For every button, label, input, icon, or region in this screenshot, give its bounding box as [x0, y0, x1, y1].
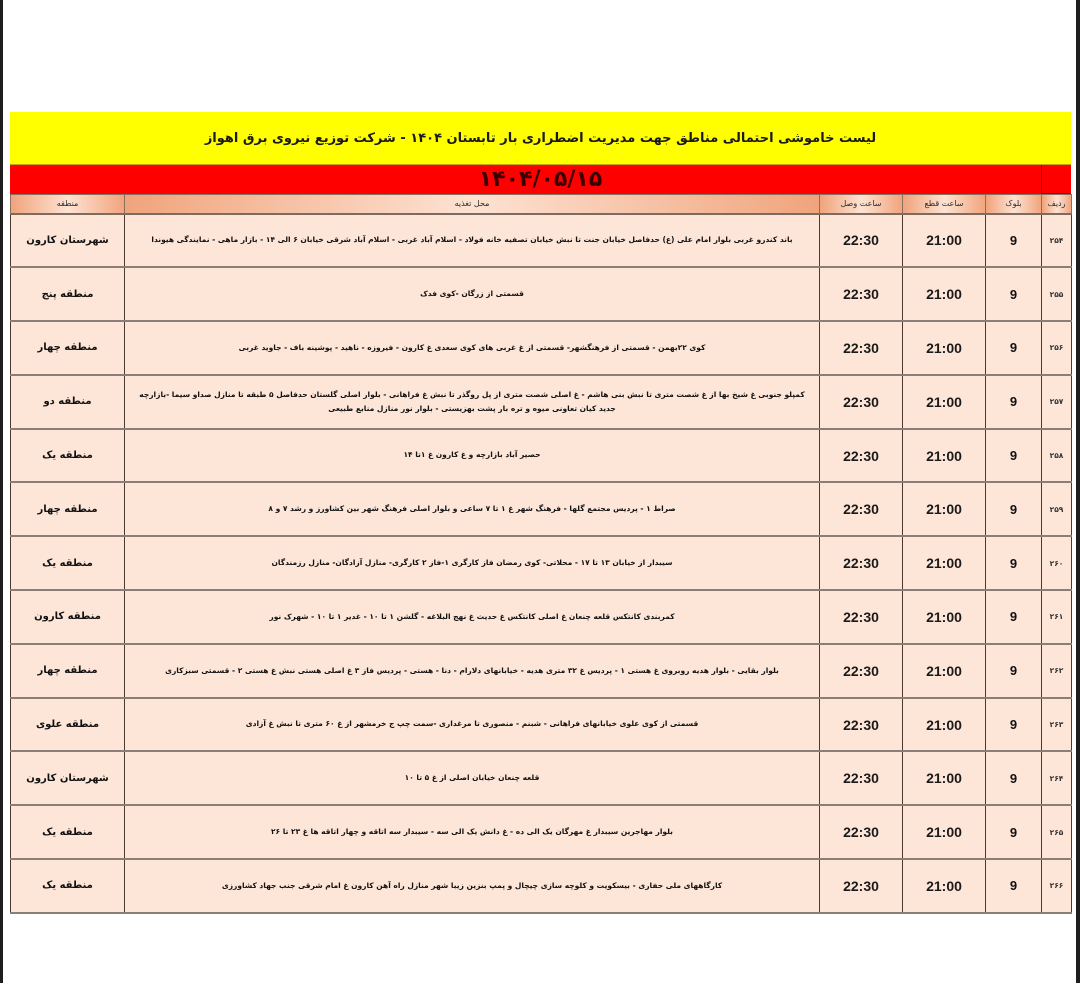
off-time-cell: 21:00 — [903, 644, 986, 698]
off-time-cell: 21:00 — [903, 321, 986, 375]
on-time-cell: 22:30 — [820, 751, 903, 805]
block-cell: 9 — [986, 751, 1042, 805]
on-time-cell: 22:30 — [820, 482, 903, 536]
off-time-cell: 21:00 — [903, 590, 986, 644]
header-region: منطقه — [11, 195, 125, 214]
block-cell: 9 — [986, 590, 1042, 644]
region-cell: منطقه یک — [11, 805, 125, 859]
row-number-cell: ۲۶۰ — [1042, 536, 1072, 590]
table-row — [11, 321, 1072, 375]
block-cell: 9 — [986, 375, 1042, 429]
on-time-cell: 22:30 — [820, 698, 903, 752]
on-time-cell: 22:30 — [820, 429, 903, 483]
table-row — [11, 805, 1072, 859]
date-bar-corner-cell — [1041, 165, 1071, 194]
date-bar — [10, 165, 1071, 194]
location-cell: بلوار مهاجرین سیبدار غ مهرگان یک الی ده - غ دانش یک الی سه - سیبدار سه اتاقه و چهار اتاقه ها غ ۲۳ تا ۲۶ — [125, 805, 820, 859]
header-row-number: ردیف — [1042, 195, 1072, 214]
location-cell: سیبدار از خیابان ۱۳ تا ۱۷ - محلاتی- کوی رمضان فاز کارگری ۱-فاز ۲ کارگری- منازل آزادگان- منازل رزمندگان — [125, 536, 820, 590]
off-time-cell: 21:00 — [903, 859, 986, 913]
region-cell: منطقه پنج — [11, 267, 125, 321]
row-number-cell: ۲۵۴ — [1042, 214, 1072, 268]
table-row — [11, 214, 1072, 268]
block-cell: 9 — [986, 429, 1042, 483]
location-cell: حصیر آباد بازارچه و غ کارون غ ۱تا ۱۴ — [125, 429, 820, 483]
row-number-cell: ۲۵۶ — [1042, 321, 1072, 375]
on-time-cell: 22:30 — [820, 859, 903, 913]
row-number-cell: ۲۵۸ — [1042, 429, 1072, 483]
header-location: محل تغذیه — [125, 195, 820, 214]
off-time-cell: 21:00 — [903, 751, 986, 805]
row-number-cell: ۲۶۱ — [1042, 590, 1072, 644]
on-time-cell: 22:30 — [820, 321, 903, 375]
outage-table — [10, 194, 1072, 914]
on-time-cell: 22:30 — [820, 214, 903, 268]
off-time-cell: 21:00 — [903, 698, 986, 752]
title-bar — [10, 112, 1071, 165]
off-time-cell: 21:00 — [903, 267, 986, 321]
region-cell: منطقه علوی — [11, 698, 125, 752]
on-time-cell: 22:30 — [820, 375, 903, 429]
off-time-cell: 21:00 — [903, 536, 986, 590]
region-cell: منطقه چهار — [11, 482, 125, 536]
table-row — [11, 536, 1072, 590]
table-row — [11, 267, 1072, 321]
region-cell: منطقه کارون — [11, 590, 125, 644]
table-row — [11, 375, 1072, 429]
row-number-cell: ۲۵۷ — [1042, 375, 1072, 429]
row-number-cell: ۲۵۹ — [1042, 482, 1072, 536]
location-cell: قسمتی از زرگان -کوی فدک — [125, 267, 820, 321]
on-time-cell: 22:30 — [820, 805, 903, 859]
table-row — [11, 644, 1072, 698]
location-cell: قلعه چنعان خیابان اصلی از غ ۵ تا ۱۰ — [125, 751, 820, 805]
row-number-cell: ۲۵۵ — [1042, 267, 1072, 321]
row-number-cell: ۲۶۵ — [1042, 805, 1072, 859]
block-cell: 9 — [986, 536, 1042, 590]
location-cell: باند کندرو غربی بلوار امام علی (ع) حدفاصل خیابان جنت تا نبش خیابان تصفیه خانه فولاد - اسلام آباد غربی - اسلام آباد شرقی خیابان ۶ الی ۱۴ - بازار ماهی - نمایندگی هیوندا — [125, 214, 820, 268]
location-cell: کمربندی کانتکس قلعه چنعان غ اصلی کانتکس غ حدیث غ نهج البلاغه - گلشن ۱ تا ۱۰ - غدیر ۱ تا ۱۰ - شهرک نور — [125, 590, 820, 644]
location-cell: صراط ۱ - پردیس مجتمع گلها - فرهنگ شهر غ ۱ تا ۷ ساعی و بلوار اصلی فرهنگ شهر بین کشاورز و رشد ۷ و ۸ — [125, 482, 820, 536]
location-cell: کمپلو جنوبی غ شیخ بها از غ شصت متری تا نبش بنی هاشم - غ اصلی شصت متری از پل روگذر تا نبش غ فراهانی - بلوار اصلی گلستان حدفاصل ۵ طبقه تا منازل صداو سیما -بازارچه جدید کیان تعاونی میوه و تره بار پشت بهزیستی - بلوار نور منازل منابع طبیعی — [125, 375, 820, 429]
off-time-cell: 21:00 — [903, 429, 986, 483]
header-on-time: ساعت وصل — [820, 195, 903, 214]
header-off-time: ساعت قطع — [903, 195, 986, 214]
region-cell: منطقه چهار — [11, 644, 125, 698]
location-cell: کارگاههای ملی حفاری - بیسکویت و کلوچه سازی چیچال و پمپ بنزین زیبا شهر منازل راه آهن کارون غ امام شرقی جنب جهاد کشاورزی — [125, 859, 820, 913]
table-row — [11, 590, 1072, 644]
block-cell: 9 — [986, 859, 1042, 913]
right-frame-edge — [1076, 0, 1080, 983]
table-row — [11, 482, 1072, 536]
region-cell: منطقه یک — [11, 536, 125, 590]
off-time-cell: 21:00 — [903, 214, 986, 268]
row-number-cell: ۲۶۴ — [1042, 751, 1072, 805]
region-cell: منطقه چهار — [11, 321, 125, 375]
table-row — [11, 429, 1072, 483]
on-time-cell: 22:30 — [820, 644, 903, 698]
off-time-cell: 21:00 — [903, 482, 986, 536]
region-cell: منطقه دو — [11, 375, 125, 429]
region-cell: شهرستان کارون — [11, 751, 125, 805]
off-time-cell: 21:00 — [903, 375, 986, 429]
on-time-cell: 22:30 — [820, 590, 903, 644]
document-title: لیست خاموشی احتمالی مناطق جهت مدیریت اضطراری بار تابستان ۱۴۰۴ - شرکت توزیع نیروی برق اهواز — [204, 130, 877, 146]
on-time-cell: 22:30 — [820, 267, 903, 321]
off-time-cell: 21:00 — [903, 805, 986, 859]
row-number-cell: ۲۶۲ — [1042, 644, 1072, 698]
table-header-row — [11, 195, 1072, 214]
block-cell: 9 — [986, 214, 1042, 268]
row-number-cell: ۲۶۶ — [1042, 859, 1072, 913]
left-frame-edge — [0, 0, 3, 983]
row-number-cell: ۲۶۳ — [1042, 698, 1072, 752]
outage-schedule-sheet — [10, 112, 1071, 914]
region-cell: منطقه یک — [11, 859, 125, 913]
schedule-date: ۱۴۰۴/۰۵/۱۵ — [478, 167, 603, 192]
block-cell: 9 — [986, 698, 1042, 752]
block-cell: 9 — [986, 267, 1042, 321]
block-cell: 9 — [986, 805, 1042, 859]
on-time-cell: 22:30 — [820, 536, 903, 590]
block-cell: 9 — [986, 321, 1042, 375]
table-row — [11, 751, 1072, 805]
table-row — [11, 859, 1072, 913]
block-cell: 9 — [986, 482, 1042, 536]
location-cell: قسمتی از کوی علوی خیابانهای فراهانی - شبنم - منصوری تا مرغداری -سمت چپ ج خرمشهر از غ ۶۰ متری تا نبش غ آزادی — [125, 698, 820, 752]
location-cell: کوی ۲۲بهمن - قسمتی از فرهنگشهر- قسمتی از غ غربی های کوی سعدی غ کارون - فیروزه - ناهید - پوشینه باف - جاوید غربی — [125, 321, 820, 375]
location-cell: بلوار بقایی - بلوار هدیه روبروی غ هستی ۱ - پردیس غ ۳۲ متری هدیه - خیابانهای دلارام - دنا - هستی - پردیس فاز ۳ غ اصلی هستی نبش غ هستی ۲ - قسمتی سبزکاری — [125, 644, 820, 698]
region-cell: منطقه یک — [11, 429, 125, 483]
header-block: بلوک — [986, 195, 1042, 214]
region-cell: شهرستان کارون — [11, 214, 125, 268]
table-row — [11, 698, 1072, 752]
block-cell: 9 — [986, 644, 1042, 698]
